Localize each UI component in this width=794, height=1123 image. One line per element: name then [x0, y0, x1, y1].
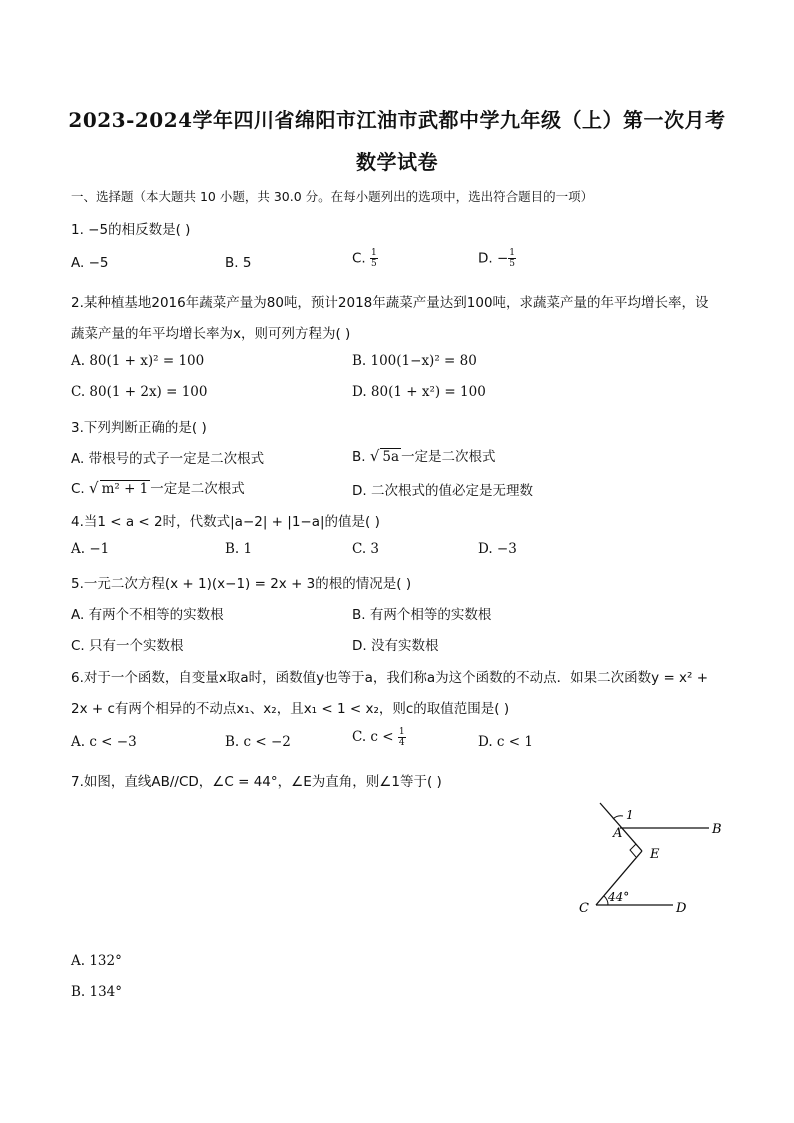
- q2-stem-line2: 蔬菜产量的年平均增长率为x，则可列方程为( ): [71, 326, 351, 342]
- exam-title-line1: 2023-2024学年四川省绵阳市江油市武都中学九年级（上）第一次月考: [68, 108, 726, 132]
- section-heading: 一、选择题（本大题共 10 小题，共 30.0 分。在每小题列出的选项中，选出符合题目的一项）: [71, 189, 594, 204]
- label-d: D: [676, 901, 687, 916]
- q3-option-b-radicand: 5a: [382, 449, 400, 465]
- q3-option-c-radicand: m² + 1: [101, 481, 149, 497]
- q1-stem: 1. −5的相反数是( ): [71, 222, 191, 238]
- q3-option-b-text: 一定是二次根式: [401, 449, 496, 465]
- q5-option-b: B. 有两个相等的实数根: [352, 607, 492, 623]
- radical-sign-icon: √: [369, 447, 380, 465]
- q1-option-b: B. 5: [225, 255, 252, 271]
- q5-option-d: D. 没有实数根: [352, 638, 439, 654]
- q2-option-d: D. 80(1 + x²) = 100: [352, 384, 486, 400]
- label-a: A: [613, 826, 623, 841]
- q3-option-d: D. 二次根式的值必定是无理数: [352, 483, 533, 499]
- q6-option-c-denominator: 4: [398, 738, 405, 748]
- q3-option-b: [352, 445, 496, 465]
- q1-option-c-denominator: 5: [371, 259, 377, 269]
- q6-option-a: A. c < −3: [71, 734, 137, 750]
- q2-stem-line1: 2.某种植基地2016年蔬菜产量为80吨，预计2018年蔬菜产量达到100吨，求蔬菜产量的年平均增长率，设: [71, 295, 709, 311]
- q4-stem: 4.当1 < a < 2时，代数式|a−2| + |1−a|的值是( ): [71, 514, 380, 530]
- q1-option-d-numerator: 1: [509, 248, 516, 258]
- q1-option-c-numerator: 1: [371, 248, 377, 258]
- angle-1-arc-icon: [613, 816, 623, 819]
- q6-option-d: D. c < 1: [478, 734, 533, 750]
- label-angle-44: 44°: [608, 890, 630, 904]
- q6-option-c-fraction: [398, 727, 406, 748]
- label-1: 1: [626, 808, 634, 822]
- q4-option-d: D. −3: [478, 541, 517, 557]
- label-e: E: [650, 847, 660, 862]
- q2-option-a: A. 80(1 + x)² = 100: [71, 353, 205, 369]
- q3-option-c-text: 一定是二次根式: [150, 481, 245, 497]
- q6-option-c-label: C. c <: [352, 729, 398, 745]
- q2-option-c: C. 80(1 + 2x) = 100: [71, 384, 208, 400]
- q1-option-a: A. −5: [71, 255, 109, 271]
- q6-option-c-numerator: 1: [398, 727, 405, 737]
- q7-option-b: B. 134°: [71, 984, 123, 1000]
- q7-option-a: A. 132°: [71, 953, 122, 969]
- q6-option-b: B. c < −2: [225, 734, 291, 750]
- q1-option-c-label: C.: [352, 250, 371, 267]
- label-b: B: [712, 822, 722, 837]
- q7-stem: 7.如图，直线AB//CD，∠C = 44°，∠E为直角，则∠1等于( ): [71, 774, 442, 790]
- q4-option-c: C. 3: [352, 541, 380, 557]
- exam-title-line2: 数学试卷: [356, 150, 438, 174]
- right-angle-mark-icon: [630, 844, 636, 857]
- label-c: C: [579, 901, 589, 916]
- q3-option-c-label: C.: [71, 481, 90, 497]
- q1-option-c: [352, 248, 378, 269]
- q6-stem-line2: 2x + c有两个相异的不动点x₁、x₂，且x₁ < 1 < x₂，则c的取值范围是( ): [71, 701, 510, 717]
- q6-stem-line1: 6.对于一个函数，自变量x取a时，函数值y也等于a，我们称a为这个函数的不动点．如果二次函数y = x² +: [71, 670, 709, 686]
- q5-option-c: C. 只有一个实数根: [71, 638, 184, 654]
- q5-stem: 5.一元二次方程(x + 1)(x−1) = 2x + 3的根的情况是( ): [71, 576, 412, 592]
- q5-option-a: A. 有两个不相等的实数根: [71, 607, 224, 623]
- q2-option-b: B. 100(1−x)² = 80: [352, 353, 477, 369]
- radical-sign-icon: √: [89, 479, 99, 497]
- q1-option-d-fraction: [508, 248, 516, 269]
- q1-option-d-denominator: 5: [509, 259, 516, 269]
- q1-option-c-fraction: [370, 248, 378, 269]
- q4-option-a: A. −1: [71, 541, 110, 557]
- q6-option-c: [352, 727, 406, 748]
- q1-option-d-label: D. −: [478, 250, 509, 267]
- q3-option-b-label: B.: [352, 449, 370, 465]
- q3-stem: 3.下列判断正确的是( ): [71, 420, 207, 436]
- q1-option-d: [478, 248, 516, 269]
- q3-option-a: A. 带根号的式子一定是二次根式: [71, 451, 265, 467]
- q7-geometry-figure: [570, 795, 750, 925]
- q4-option-b: B. 1: [225, 541, 253, 557]
- q3-option-c: [71, 477, 245, 497]
